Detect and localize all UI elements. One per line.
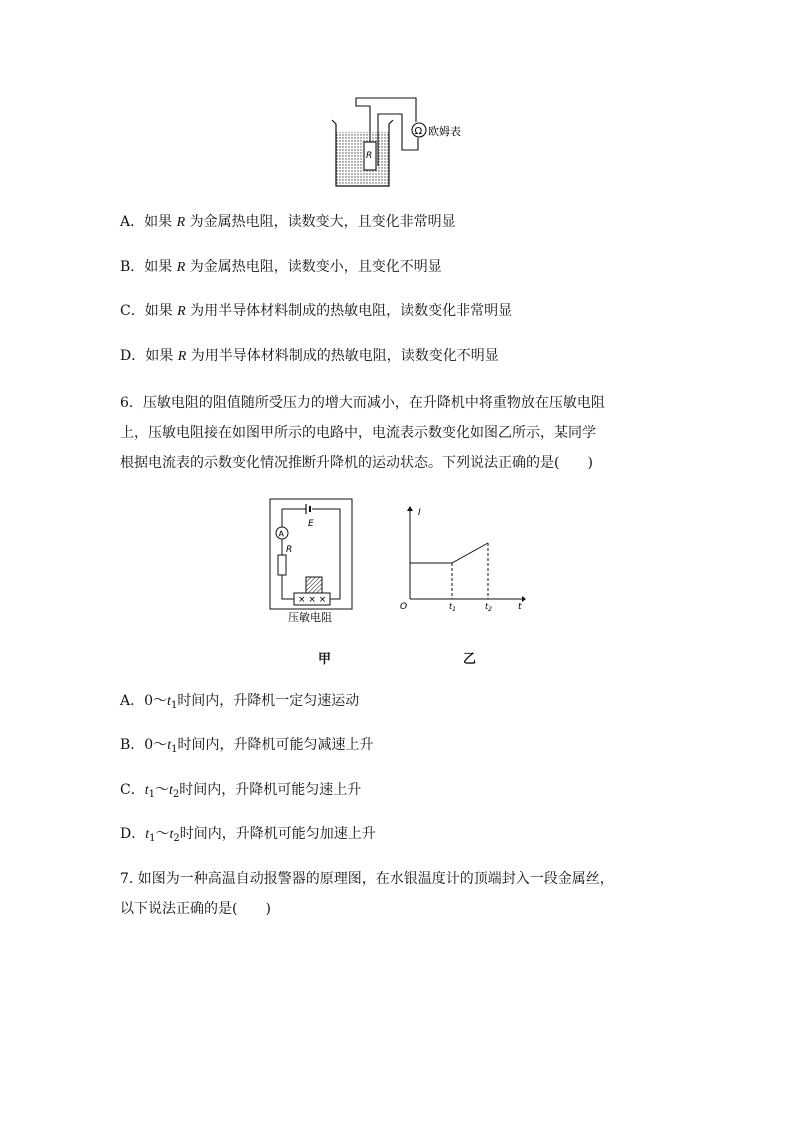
q7-line-1: 7. 如图为一种高温自动报警器的原理图，在水银温度计的顶端封入一段金属丝，	[120, 871, 614, 887]
current-line	[410, 543, 488, 563]
q6-line-2: 上，压敏电阻接在如图甲所示的电路中，电流表示数变化如图乙所示，某同学	[120, 425, 596, 441]
t1-label: $t_1$	[449, 602, 456, 613]
q6-line-1: 6．压敏电阻的阻值随所受压力的增大而减小，在升降机中将重物放在压敏电阻	[120, 395, 605, 411]
y-arrow	[407, 506, 413, 511]
q6-line-3: 根据电流表的示数变化情况推断升降机的运动状态。下列说法正确的是( )	[120, 455, 593, 471]
meter-label: 欧姆表	[428, 125, 461, 138]
q7-line-2: 以下说法正确的是( )	[120, 901, 271, 917]
q6-stem	[120, 388, 605, 478]
q5-option-b: B．如果 R 为金属热电阻，读数变小，且变化不明显	[120, 259, 442, 275]
resistor-r-label: R	[366, 151, 373, 161]
t2-label: $t_2$	[485, 602, 492, 613]
q6-option-d: D．$t_1\sim t_2$时间内，升降机可能匀加速上升	[120, 826, 376, 844]
q6-option-a: A．$0\sim t_1$时间内，升降机一定匀速运动	[120, 693, 360, 711]
x-label: t	[518, 602, 522, 612]
q6-option-b: B．$0\sim t_1$时间内，升降机可能匀减速上升	[120, 737, 374, 755]
weight-block	[306, 577, 322, 593]
beaker-diagram	[330, 92, 480, 192]
resistor-r	[278, 555, 286, 575]
figure-ohmmeter-beaker	[330, 92, 480, 192]
emf-label: E	[308, 519, 314, 529]
figure-yi-graph	[398, 503, 528, 613]
sensor-marks: × × ×	[298, 595, 327, 605]
figure-jia-circuit	[268, 497, 378, 627]
y-label: I	[418, 508, 421, 518]
x-arrow	[522, 596, 526, 602]
q6-option-c: C．$t_1\sim t_2$时间内，升降机可能匀速上升	[120, 782, 362, 800]
current-time-graph	[398, 503, 528, 613]
origin-label: O	[400, 602, 408, 612]
q7-stem	[120, 864, 614, 924]
ammeter-label: A	[278, 529, 284, 539]
q5-option-c: C．如果 R 为用半导体材料制成的热敏电阻，读数变化非常明显	[120, 303, 513, 319]
sensor-label: 压敏电阻	[288, 611, 332, 624]
resistor-label: R	[286, 545, 293, 555]
q5-option-a: A．如果 R 为金属热电阻，读数变大，且变化非常明显	[120, 214, 456, 230]
caption-jia: 甲	[318, 652, 332, 667]
circuit-diagram	[268, 497, 378, 627]
ohm-symbol: Ω	[414, 126, 423, 137]
caption-yi: 乙	[463, 652, 477, 667]
q5-option-d: D．如果 R 为用半导体材料制成的热敏电阻，读数变化不明显	[120, 348, 499, 364]
